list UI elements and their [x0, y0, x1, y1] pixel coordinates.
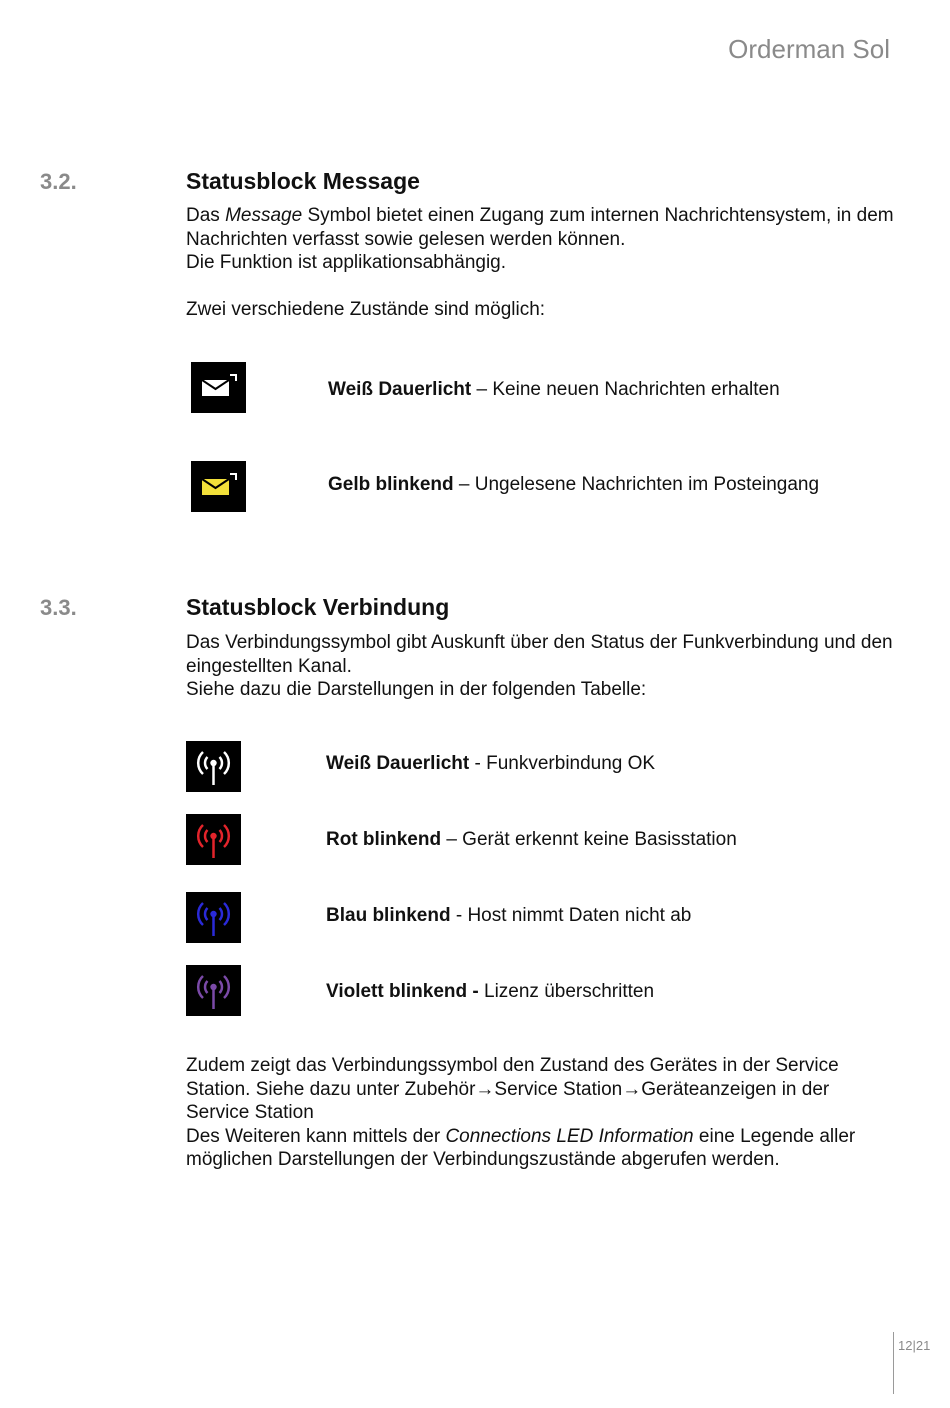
- antenna-icon: [186, 814, 241, 865]
- state-label: Rot blinkend: [326, 829, 442, 850]
- connection-outro-line1: Zudem zeigt das Verbindungssymbol den Zustand des Gerätes in der Service Station. Siehe dazu unter Zubehör→Service Station→Geräteanzeigen in der Service Station: [186, 1055, 839, 1123]
- connection-intro: [186, 631, 896, 702]
- state-label: Gelb blinkend: [328, 474, 454, 495]
- envelope-icon: [191, 362, 246, 413]
- connection-intro-line3: Siehe dazu die Darstellungen in der folgenden Tabelle:: [186, 679, 647, 700]
- document-header-title: Orderman Sol: [728, 34, 890, 64]
- state-label: Weiß Dauerlicht: [326, 753, 470, 774]
- connection-state-white: [326, 753, 655, 775]
- antenna-icon: [186, 892, 241, 943]
- footer-divider: [893, 1332, 894, 1394]
- connection-state-red: [326, 829, 737, 851]
- antenna-icon: [186, 741, 241, 792]
- state-description: - Host nimmt Daten nicht ab: [450, 905, 692, 926]
- antenna-icon: [186, 965, 241, 1016]
- section-number-message: 3.2.: [40, 169, 77, 194]
- message-intro-em: Message: [225, 205, 303, 226]
- connection-outro-em: Connections LED Information: [445, 1125, 694, 1147]
- section-title-connection: Statusblock Verbindung: [186, 594, 450, 620]
- state-label: Weiß Dauerlicht: [328, 379, 472, 400]
- connection-state-violet: [326, 981, 654, 1003]
- connection-outro-post: eine Legende aller möglichen Darstellungen der Verbindungszustände abgerufen werden.: [186, 1125, 856, 1170]
- connection-outro-pre: Des Weiteren kann mittels der: [186, 1125, 446, 1147]
- message-state-white: [328, 379, 780, 401]
- state-description: – Keine neuen Nachrichten erhalten: [471, 379, 780, 400]
- message-intro-pre: Das: [186, 205, 226, 226]
- section-title-message: Statusblock Message: [186, 168, 420, 194]
- message-intro: [186, 204, 896, 275]
- message-intro-post: Symbol bietet einen Zugang zum internen Nachrichtensystem, in dem Nachrichten verfasst sowie gelesen werden können.: [186, 205, 894, 250]
- message-intro-line3: Die Funktion ist applikationsabhängig.: [186, 252, 507, 273]
- state-description: – Ungelesene Nachrichten im Posteingang: [453, 474, 820, 495]
- connection-outro: [186, 1054, 896, 1172]
- state-description: - Funkverbindung OK: [469, 753, 656, 774]
- state-description: – Gerät erkennt keine Basisstation: [441, 829, 737, 850]
- connection-intro-line1: Das Verbindungssymbol gibt Auskunft über den Status der Funkverbindung und den eingestellten Kanal.: [186, 632, 893, 677]
- envelope-icon: [191, 461, 246, 512]
- message-states-intro: Zwei verschiedene Zustände sind möglich:: [186, 299, 546, 320]
- state-label: Violett blinkend -: [326, 981, 479, 1002]
- state-description: Lizenz überschritten: [478, 981, 655, 1002]
- page-number: 12|21: [898, 1338, 931, 1353]
- section-number-connection: 3.3.: [40, 595, 77, 620]
- state-label: Blau blinkend: [326, 905, 451, 926]
- message-state-yellow: [328, 474, 819, 496]
- connection-state-blue: [326, 905, 691, 927]
